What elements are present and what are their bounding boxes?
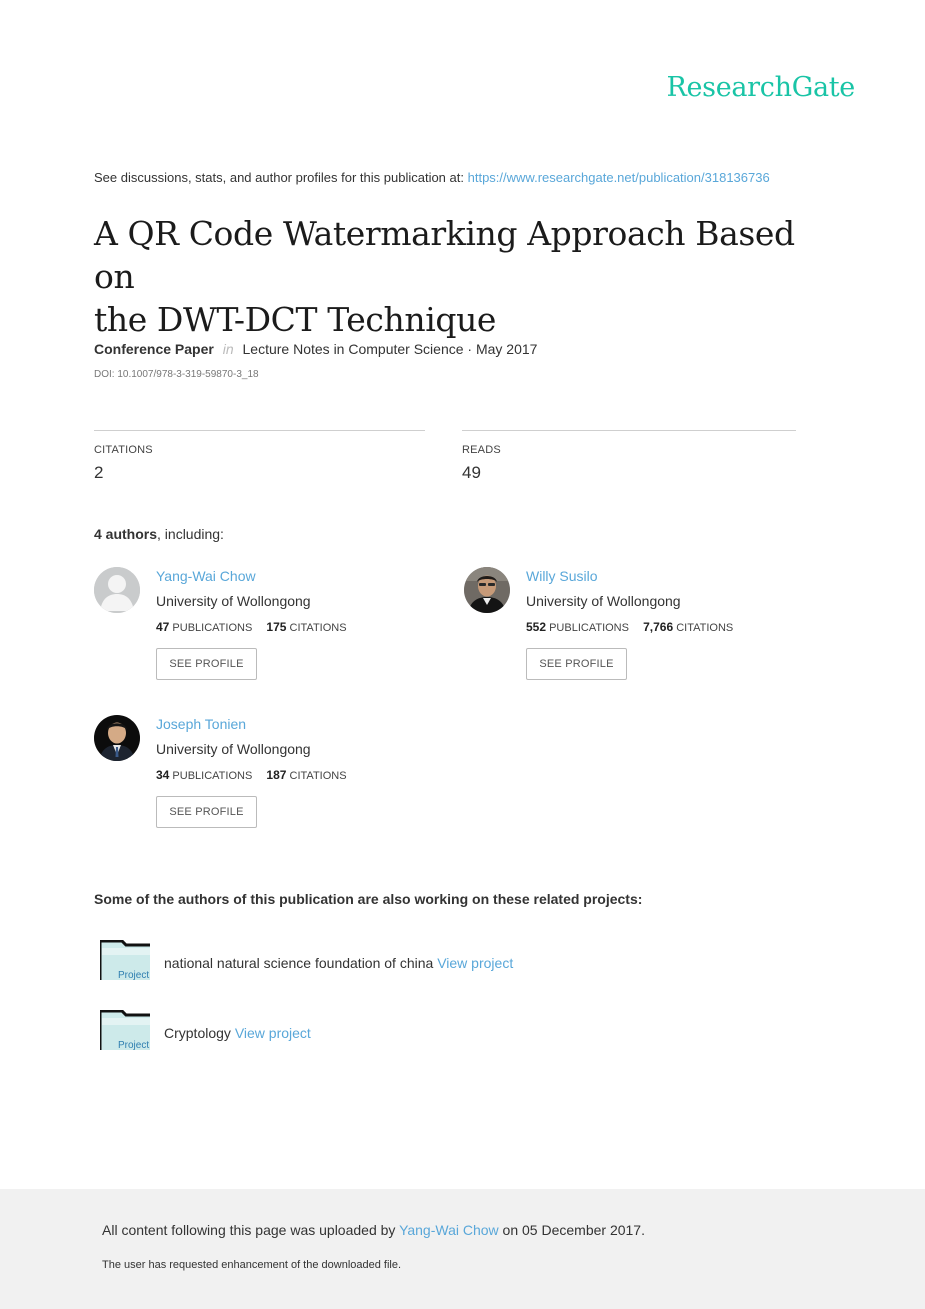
researchgate-logo[interactable]: ResearchGate bbox=[666, 72, 855, 103]
citations-label: CITATIONS bbox=[289, 622, 347, 634]
project-text bbox=[164, 1025, 311, 1041]
doi: DOI: 10.1007/978-3-319-59870-3_18 bbox=[94, 369, 259, 380]
reads-value: 49 bbox=[462, 463, 481, 482]
project-name: Cryptology bbox=[164, 1025, 231, 1041]
author-card bbox=[94, 715, 424, 845]
project-icon-label: Project bbox=[118, 1040, 150, 1050]
project-text bbox=[164, 955, 513, 971]
author-institution: University of Wollongong bbox=[156, 593, 311, 609]
publications-label: PUBLICATIONS bbox=[549, 622, 629, 634]
publications-count: 552 bbox=[526, 620, 547, 634]
reads-stat bbox=[462, 430, 796, 483]
related-projects-heading: Some of the authors of this publication are also working on these related projects: bbox=[94, 891, 643, 907]
author-institution: University of Wollongong bbox=[156, 741, 311, 757]
paper-title-line-2: the DWT-DCT Technique bbox=[94, 300, 497, 339]
author-stats bbox=[156, 768, 347, 782]
view-project-link[interactable]: View project bbox=[234, 1025, 311, 1041]
citations-value: 2 bbox=[94, 463, 104, 482]
uploaded-prefix: All content following this page was uploaded by bbox=[102, 1222, 396, 1238]
avatar[interactable] bbox=[94, 715, 140, 761]
author-photo bbox=[464, 567, 510, 613]
project-item bbox=[100, 940, 700, 982]
view-project-link[interactable]: View project bbox=[437, 955, 514, 971]
uploaded-suffix: on 05 December 2017. bbox=[502, 1222, 645, 1238]
citations-count: 7,766 bbox=[643, 620, 674, 634]
author-name-link[interactable]: Willy Susilo bbox=[526, 568, 598, 584]
author-stats bbox=[526, 620, 733, 634]
publication-type: Conference Paper bbox=[94, 341, 214, 357]
project-folder-icon bbox=[100, 940, 150, 980]
footer bbox=[0, 1189, 925, 1309]
paper-title bbox=[94, 212, 834, 341]
authors-heading-suffix: , including: bbox=[157, 526, 224, 542]
see-profile-button[interactable]: SEE PROFILE bbox=[526, 648, 627, 680]
uploader-link[interactable]: Yang-Wai Chow bbox=[399, 1222, 499, 1238]
citations-label: CITATIONS bbox=[676, 622, 734, 634]
discussion-prefix: See discussions, stats, and author profiles for this publication at: bbox=[94, 170, 464, 185]
in-label: in bbox=[222, 341, 234, 357]
author-institution: University of Wollongong bbox=[526, 593, 681, 609]
publications-label: PUBLICATIONS bbox=[172, 770, 253, 782]
enhancement-note: The user has requested enhancement of the downloaded file. bbox=[102, 1259, 402, 1271]
publications-count: 47 bbox=[156, 620, 170, 634]
avatar[interactable] bbox=[94, 567, 140, 613]
reads-label: READS bbox=[462, 444, 501, 456]
citations-label: CITATIONS bbox=[94, 444, 153, 456]
publication-venue: Lecture Notes in Computer Science · May 2017 bbox=[242, 341, 538, 357]
author-stats bbox=[156, 620, 347, 634]
paper-title-line-1: A QR Code Watermarking Approach Based on bbox=[94, 214, 795, 296]
author-card bbox=[464, 567, 794, 697]
publication-meta bbox=[94, 341, 537, 357]
see-profile-button[interactable]: SEE PROFILE bbox=[156, 796, 257, 828]
publication-url-link[interactable]: https://www.researchgate.net/publication/318136736 bbox=[467, 170, 770, 185]
author-name-link[interactable]: Joseph Tonien bbox=[156, 716, 247, 732]
author-photo bbox=[94, 715, 140, 761]
citations-count: 187 bbox=[266, 768, 287, 782]
placeholder-user-icon bbox=[94, 567, 140, 613]
see-profile-button[interactable]: SEE PROFILE bbox=[156, 648, 257, 680]
citations-label: CITATIONS bbox=[289, 770, 347, 782]
authors-heading bbox=[94, 526, 224, 542]
publications-count: 34 bbox=[156, 768, 170, 782]
publications-label: PUBLICATIONS bbox=[172, 622, 253, 634]
discussion-line bbox=[94, 170, 770, 185]
author-name-link[interactable]: Yang-Wai Chow bbox=[156, 568, 256, 584]
project-icon-label: Project bbox=[118, 970, 150, 980]
authors-count: 4 authors bbox=[94, 526, 158, 542]
project-folder-icon bbox=[100, 1010, 150, 1050]
avatar[interactable] bbox=[464, 567, 510, 613]
citations-stat bbox=[94, 430, 425, 483]
citations-count: 175 bbox=[266, 620, 287, 634]
author-card bbox=[94, 567, 424, 697]
uploaded-by-line bbox=[102, 1222, 645, 1238]
project-item bbox=[100, 1010, 700, 1052]
project-name: national natural science foundation of china bbox=[164, 955, 434, 971]
